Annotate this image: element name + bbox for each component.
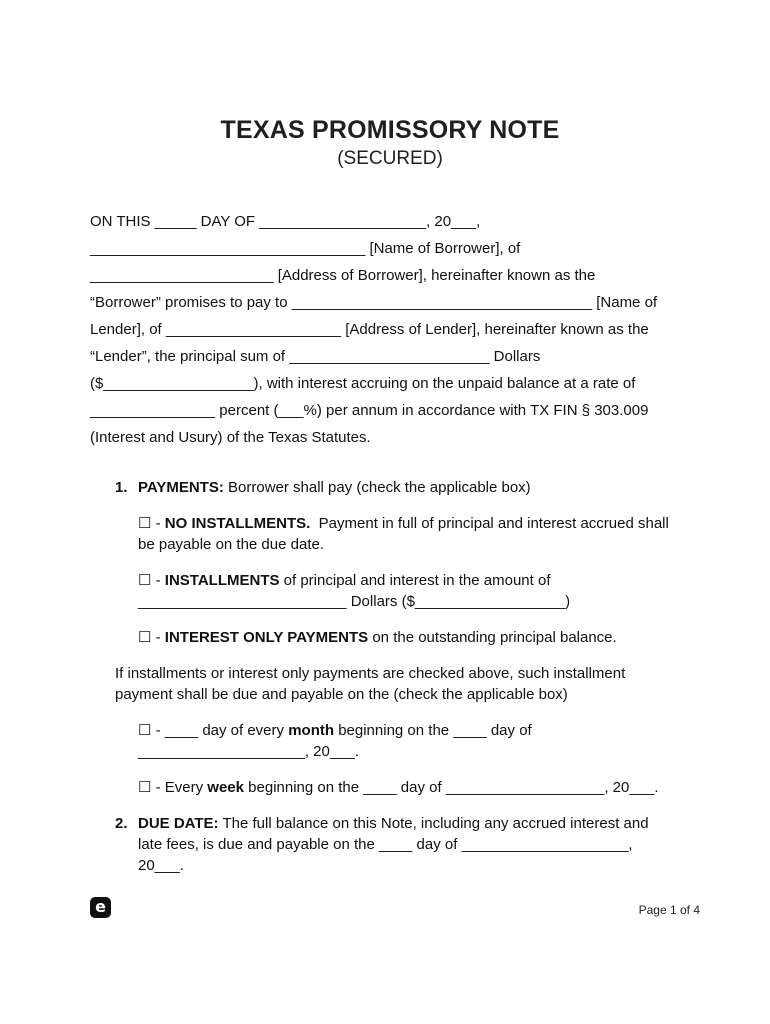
text-line (90, 316, 690, 343)
text-segment: If installments or interest only payments are checked above, such installment (115, 665, 626, 682)
checkbox-option-installments (138, 570, 690, 612)
text-segment: beginning on the ____ day of ___________________, 20___. (244, 779, 659, 796)
text-segment: Borrower shall pay (check the applicable box) (223, 479, 531, 496)
text-line (138, 813, 690, 834)
text-segment: “Borrower” promises to pay to ____________________________________ [Name of (90, 294, 658, 311)
text-segment: INTEREST ONLY PAYMENTS (164, 629, 369, 646)
text-segment: INSTALLMENTS (164, 572, 280, 589)
text-line (138, 570, 690, 591)
text-segment: “Lender”, the principal sum of ________________________ Dollars (90, 348, 541, 365)
text-line (138, 720, 690, 741)
text-line (138, 591, 690, 612)
text-segment: beginning on the ____ day of (334, 722, 532, 739)
document-title: TEXAS PROMISSORY NOTE (220, 116, 560, 144)
page-number: Page 1 of 4 (638, 903, 700, 917)
text-segment: ☐ - Every (138, 779, 208, 796)
text-segment: month (288, 722, 335, 739)
text-line (138, 834, 690, 855)
checkbox-option-no-installments (138, 513, 690, 555)
text-line (90, 208, 690, 235)
section-2-number: 2. (115, 815, 128, 832)
intro-paragraph (90, 208, 690, 451)
eforms-logo: e (90, 897, 111, 918)
text-segment: _________________________________ [Name of Borrower], of (90, 240, 521, 257)
text-segment: _______________ percent (___%) per annum in accordance with TX FIN § 303.009 (90, 402, 649, 419)
text-segment: ☐ - (138, 629, 165, 646)
checkbox-option-monthly (138, 720, 690, 762)
text-segment: Lender], of _____________________ [Address of Lender], hereinafter known as the (90, 321, 649, 338)
text-segment: Payment in full of principal and interest accrued shall (310, 515, 669, 532)
text-line (115, 684, 690, 705)
checkbox-option-interest-only (138, 627, 690, 648)
text-line (138, 534, 690, 555)
text-line (138, 513, 690, 534)
text-segment: ☐ - (138, 515, 165, 532)
text-line (90, 262, 690, 289)
section-1-number: 1. (115, 479, 128, 496)
text-segment: ☐ - (138, 572, 165, 589)
text-segment: ☐ - ____ day of every (138, 722, 289, 739)
text-segment: ($__________________), with interest accruing on the unpaid balance at a rate of (90, 375, 636, 392)
text-line (90, 397, 690, 424)
text-segment: PAYMENTS: (138, 479, 224, 496)
text-line (138, 477, 690, 498)
installment-condition-paragraph (115, 663, 690, 705)
text-line (138, 855, 690, 876)
text-segment: The full balance on this Note, including any accrued interest and (218, 815, 649, 832)
text-line (90, 370, 690, 397)
text-line (90, 424, 690, 451)
text-segment: week (207, 779, 244, 796)
text-segment: DUE DATE: (138, 815, 219, 832)
section-1-heading-row (115, 477, 690, 498)
text-segment: 20___. (138, 857, 184, 874)
document-content (90, 0, 690, 876)
text-segment: ON THIS _____ DAY OF ____________________, 20___, (90, 213, 481, 230)
text-segment: _________________________ Dollars ($__________________) (138, 593, 571, 610)
checkbox-option-weekly (138, 777, 690, 798)
text-segment: on the outstanding principal balance. (368, 629, 617, 646)
text-segment: payment shall be due and payable on the (check the applicable box) (115, 686, 568, 703)
text-line (138, 777, 690, 798)
text-segment: (Interest and Usury) of the Texas Statutes. (90, 429, 371, 446)
text-segment: be payable on the due date. (138, 536, 324, 553)
section-2-row (115, 813, 690, 876)
text-line (90, 289, 690, 316)
text-line (90, 343, 690, 370)
section-1-heading (138, 477, 690, 498)
document-subtitle: (SECURED) (337, 148, 443, 169)
text-segment: ______________________ [Address of Borrower], hereinafter known as the (90, 267, 596, 284)
text-line (138, 627, 690, 648)
text-segment: late fees, is due and payable on the ____ day of ____________________, (138, 836, 633, 853)
text-line (138, 741, 690, 762)
text-segment: of principal and interest in the amount of (279, 572, 551, 589)
text-line (115, 663, 690, 684)
text-segment: NO INSTALLMENTS. (164, 515, 311, 532)
sections (90, 477, 690, 876)
text-segment: ____________________, 20___. (138, 743, 360, 760)
section-2-text (138, 813, 690, 876)
text-line (90, 235, 690, 262)
